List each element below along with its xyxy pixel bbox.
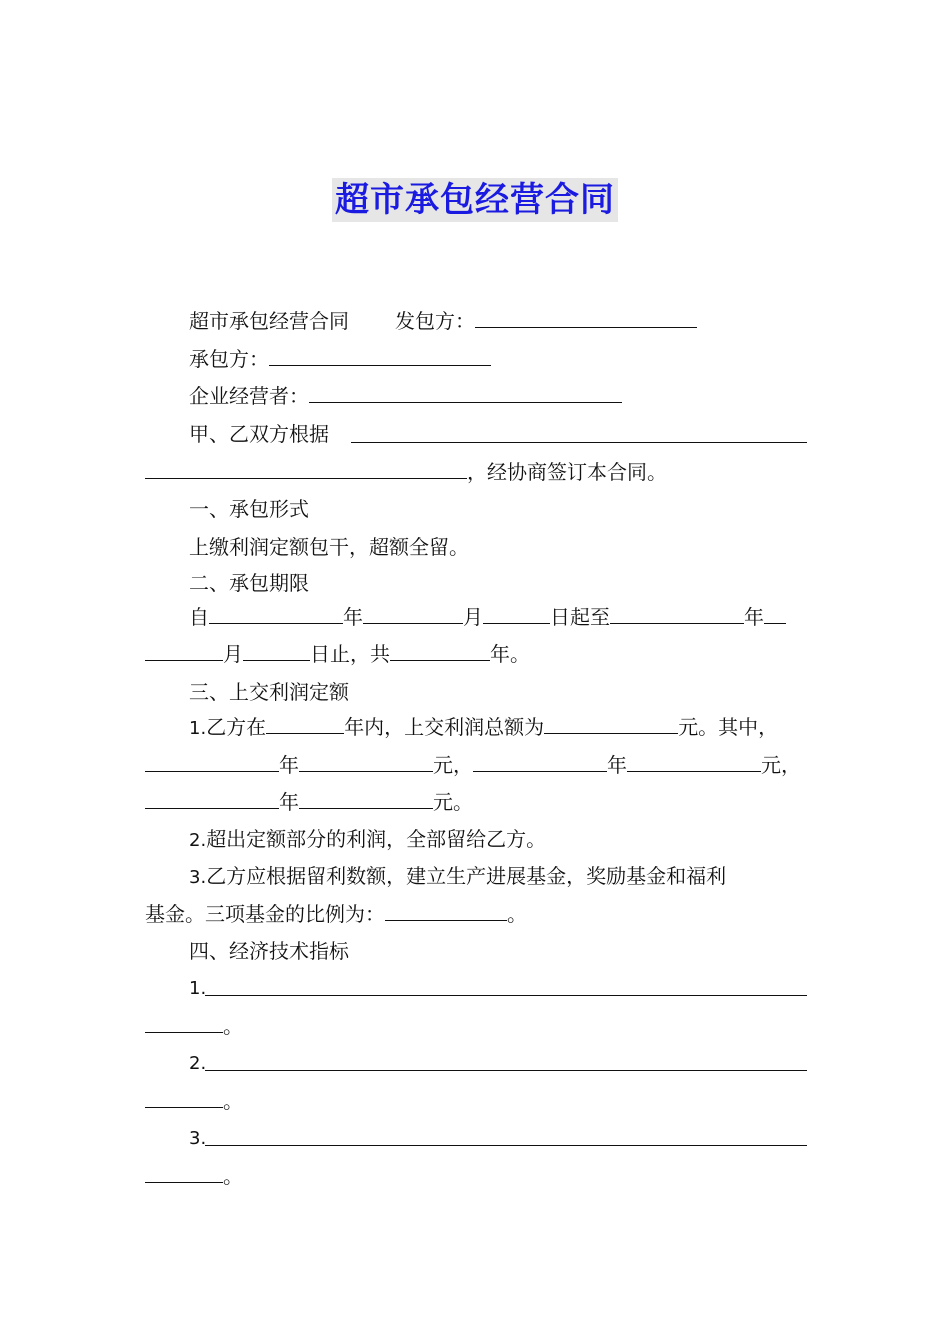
indicator-3-blank-2[interactable]: [145, 1162, 223, 1183]
indicator-3-line-2: [145, 1162, 243, 1190]
indicator-2-line-2: [145, 1087, 243, 1115]
indicator-2-blank[interactable]: [205, 1050, 807, 1071]
item-1-number: 1.: [189, 718, 207, 739]
start-year-blank[interactable]: [209, 603, 343, 624]
year-b-label: 年: [607, 753, 627, 777]
item-1-text-c: 元。其中，: [678, 715, 779, 739]
year-c-blank[interactable]: [145, 788, 279, 809]
year-b-blank[interactable]: [473, 751, 607, 772]
basis-blank-1[interactable]: [351, 422, 807, 443]
section-1-text: 上缴利润定额包干，超额全留。: [189, 535, 469, 559]
contractor-blank[interactable]: [269, 345, 491, 366]
year-c-label: 年: [279, 790, 299, 814]
profit-years-blank[interactable]: [266, 713, 344, 734]
amount-c-blank[interactable]: [299, 788, 433, 809]
intro-line-2: [189, 345, 491, 373]
document-title: 超市承包经营合同: [332, 178, 618, 222]
item-3-text: 乙方应根据留利数额，建立生产进展基金，奖励基金和福利: [206, 864, 727, 888]
indicator-3-blank[interactable]: [205, 1125, 807, 1146]
title-block: [0, 178, 950, 222]
indicator-3-number: 3.: [189, 1128, 207, 1149]
term-month2-label: 月: [223, 642, 243, 666]
profit-total-blank[interactable]: [544, 713, 678, 734]
indicator-1-number: 1.: [189, 978, 207, 999]
year-a-label: 年: [279, 753, 299, 777]
item-3-line: [189, 862, 726, 892]
basis-line-2: [145, 458, 667, 486]
item-2-line: [189, 825, 546, 855]
section-2-heading: 二、承包期限: [189, 571, 309, 595]
indicator-3-end: 。: [223, 1164, 243, 1188]
contractor-label: 承包方：: [189, 347, 269, 371]
item-2-number: 2.: [189, 830, 207, 851]
basis-line: [189, 420, 329, 448]
term-line-2: [145, 640, 530, 668]
amount-c-label: 元。: [433, 790, 473, 814]
term-year-label: 年: [343, 605, 363, 629]
basis-label: 甲、乙双方根据: [189, 422, 329, 446]
intro-title-text: 超市承包经营合同: [189, 309, 349, 333]
term-year2-label: 年: [744, 605, 764, 629]
item-1-text-a: 乙方在: [206, 715, 267, 739]
item-3-line-2: [145, 900, 527, 928]
term-from: 自: [189, 605, 209, 629]
term-day-end: 日止，共: [310, 642, 390, 666]
amount-a-label: 元，: [433, 753, 473, 777]
item-1-text-b: 年内，上交利润总额为: [344, 715, 545, 739]
operator-blank[interactable]: [309, 382, 622, 403]
amount-b-label: 元，: [761, 753, 801, 777]
amount-b-blank[interactable]: [627, 751, 761, 772]
start-month-blank[interactable]: [363, 603, 463, 624]
operator-label: 企业经营者：: [189, 384, 309, 408]
term-month-label: 月: [463, 605, 483, 629]
item-3-text-2: 基金。三项基金的比例为：: [145, 902, 385, 926]
indicator-1-end: 。: [223, 1014, 243, 1038]
profit-line-2: [145, 751, 801, 779]
indicator-1-line-2: [145, 1012, 243, 1040]
basis-tail: ，经协商签订本合同。: [467, 460, 667, 484]
indicator-2-blank-2[interactable]: [145, 1087, 223, 1108]
term-years-blank[interactable]: [390, 640, 490, 661]
year-a-blank[interactable]: [145, 751, 279, 772]
indicator-2-end: 。: [223, 1089, 243, 1113]
start-day-blank[interactable]: [483, 603, 550, 624]
section-4-heading: 四、经济技术指标: [189, 939, 349, 963]
profit-line-1: [189, 713, 778, 743]
profit-line-3: [145, 788, 473, 816]
indicator-2-number: 2.: [189, 1053, 207, 1074]
indicator-2-line: [189, 1048, 206, 1078]
end-month-blank-b[interactable]: [145, 640, 223, 661]
item-3-end: 。: [507, 902, 527, 926]
item-2-text: 超出定额部分的利润，全部留给乙方。: [206, 827, 547, 851]
intro-line-3: [189, 382, 622, 410]
end-year-blank[interactable]: [610, 603, 744, 624]
issuer-blank[interactable]: [475, 307, 697, 328]
issuer-label: 发包方：: [395, 309, 475, 333]
term-years-label: 年。: [490, 642, 530, 666]
fund-ratio-blank[interactable]: [385, 900, 507, 921]
amount-a-blank[interactable]: [299, 751, 433, 772]
intro-line-1: [189, 307, 697, 335]
section-1-heading: 一、承包形式: [189, 497, 309, 521]
end-month-blank-a[interactable]: [764, 603, 786, 624]
term-day-start: 日起至: [550, 605, 610, 629]
term-line-1: [189, 603, 786, 631]
indicator-3-line: [189, 1123, 206, 1153]
basis-blank-2[interactable]: [145, 458, 467, 479]
item-3-number: 3.: [189, 867, 207, 888]
section-3-heading: 三、上交利润定额: [189, 680, 349, 704]
indicator-1-line: [189, 973, 206, 1003]
end-day-blank[interactable]: [243, 640, 310, 661]
indicator-1-blank-2[interactable]: [145, 1012, 223, 1033]
indicator-1-blank[interactable]: [205, 975, 807, 996]
